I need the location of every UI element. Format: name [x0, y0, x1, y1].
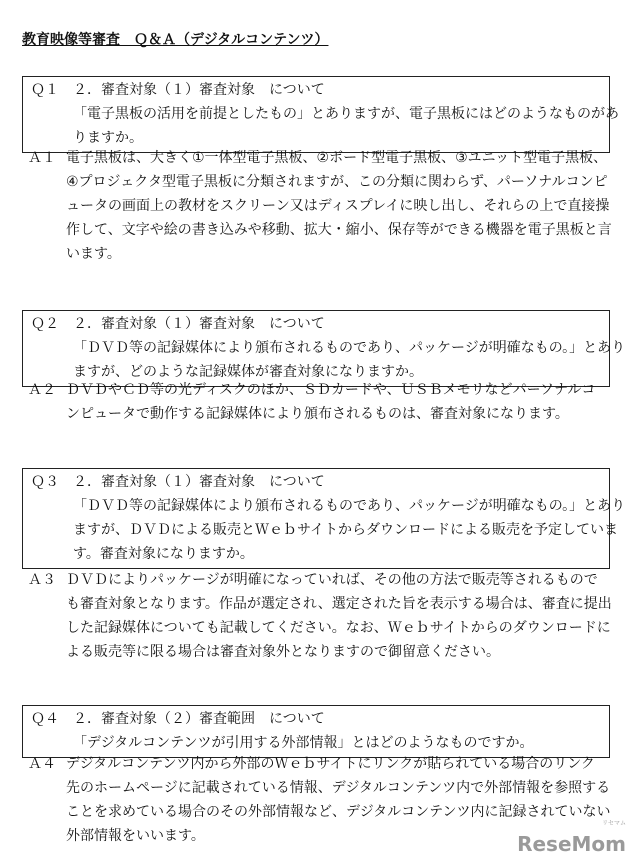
answer-line: よる販売等に限る場合は審査対象外となりますので御留意ください。	[66, 644, 500, 660]
watermark-logo-text: ReseMom	[517, 832, 626, 856]
answer-line: ュータの画面上の教材をスクリーン又はディスプレイに映し出し、それらの上で直接操	[66, 198, 610, 214]
answer-line: ④プロジェクタ型電子黒板に分類されますが、この分類に関わらず、パーソナルコンピ	[66, 174, 608, 190]
watermark-logo-ruby: リセマム	[602, 820, 626, 827]
answer-line: ＤＶＤやＣＤ等の光ディスクのほか、ＳＤカードや、ＵＳＢメモリなどパーソナルコ	[66, 382, 596, 398]
answer-line: 外部情報をいいます。	[66, 828, 205, 844]
question-heading: Ｑ１ ２．審査対象（１）審査対象 について	[31, 82, 325, 98]
question-line: 「電子黒板の活用を前提としたもの」とありますが、電子黒板にはどのようなものがあ	[73, 106, 619, 122]
question-text	[29, 494, 626, 566]
page-title: 教育映像等審査 Ｑ＆Ａ（デジタルコンテンツ）	[22, 32, 329, 48]
question-text	[29, 102, 619, 150]
question-box-2	[22, 310, 626, 387]
question-heading: Ｑ２ ２．審査対象（１）審査対象 について	[31, 316, 325, 332]
answer-line: ンピュータで動作する記録媒体により頒布されるものは、審査対象になります。	[66, 406, 569, 422]
question-heading: Ｑ３ ２．審査対象（１）審査対象 について	[31, 474, 325, 490]
answer-label: Ａ２	[28, 382, 56, 398]
answer-line: 電子黒板は、大きく①一体型電子黒板、②ボード型電子黒板、③ユニット型電子黒板、	[66, 150, 608, 166]
question-heading: Ｑ４ ２．審査対象（２）審査範囲 について	[31, 711, 325, 727]
answer-label: Ａ４	[28, 756, 56, 772]
question-line: 「ＤＶＤ等の記録媒体により頒布されるものであり、パッケージが明確なもの。」とあり	[73, 340, 626, 356]
answer-block-3	[22, 568, 610, 664]
answer-text	[22, 568, 610, 664]
answer-line: います。	[66, 246, 121, 262]
answer-line: した記録媒体についても記載してください。なお、Ｗｅｂサイトからのダウンロードに	[66, 620, 611, 636]
question-line: 「デジタルコンテンツが引用する外部情報」とはどのようなものですか。	[73, 735, 534, 751]
question-line: ますが、どのような記録媒体が審査対象になりますか。	[73, 364, 423, 380]
question-line: ますが、ＤＶＤによる販売とＷｅｂサイトからダウンロードによる販売を予定していま	[73, 522, 619, 538]
question-line: 「ＤＶＤ等の記録媒体により頒布されるものであり、パッケージが明確なもの。」とあり	[73, 498, 626, 514]
answer-text	[22, 146, 610, 266]
answer-label: Ａ３	[28, 572, 56, 588]
answer-block-2	[22, 378, 610, 426]
answer-line: 作して、文字や絵の書き込みや移動、拡大・縮小、保存等ができる機器を電子黒板と言	[66, 222, 612, 238]
answer-line: も審査対象となります。作品が選定され、選定された旨を表示する場合は、審査に提出	[66, 596, 612, 612]
watermark-logo	[517, 820, 626, 856]
question-box-1	[22, 76, 619, 153]
answer-line: ＤＶＤによりパッケージが明確になっていれば、その他の方法で販売等されるもので	[66, 572, 598, 588]
question-box-3	[22, 468, 626, 569]
answer-line: 先のホームページに記載されている情報、デジタルコンテンツ内で外部情報を参照する	[66, 780, 611, 796]
question-text	[29, 336, 626, 384]
answer-text	[22, 378, 610, 426]
question-line: す。審査対象になりますか。	[73, 546, 254, 562]
answer-block-1	[22, 146, 610, 266]
answer-label: Ａ１	[28, 150, 56, 166]
question-line: りますか。	[73, 130, 143, 146]
answer-line: デジタルコンテンツ内から外部のＷｅｂサイトにリンクが貼られている場合のリンク	[66, 756, 595, 772]
question-box-4	[22, 705, 610, 758]
answer-line: ことを求めている場合のその外部情報など、デジタルコンテンツ内に記録されていない	[66, 804, 611, 820]
